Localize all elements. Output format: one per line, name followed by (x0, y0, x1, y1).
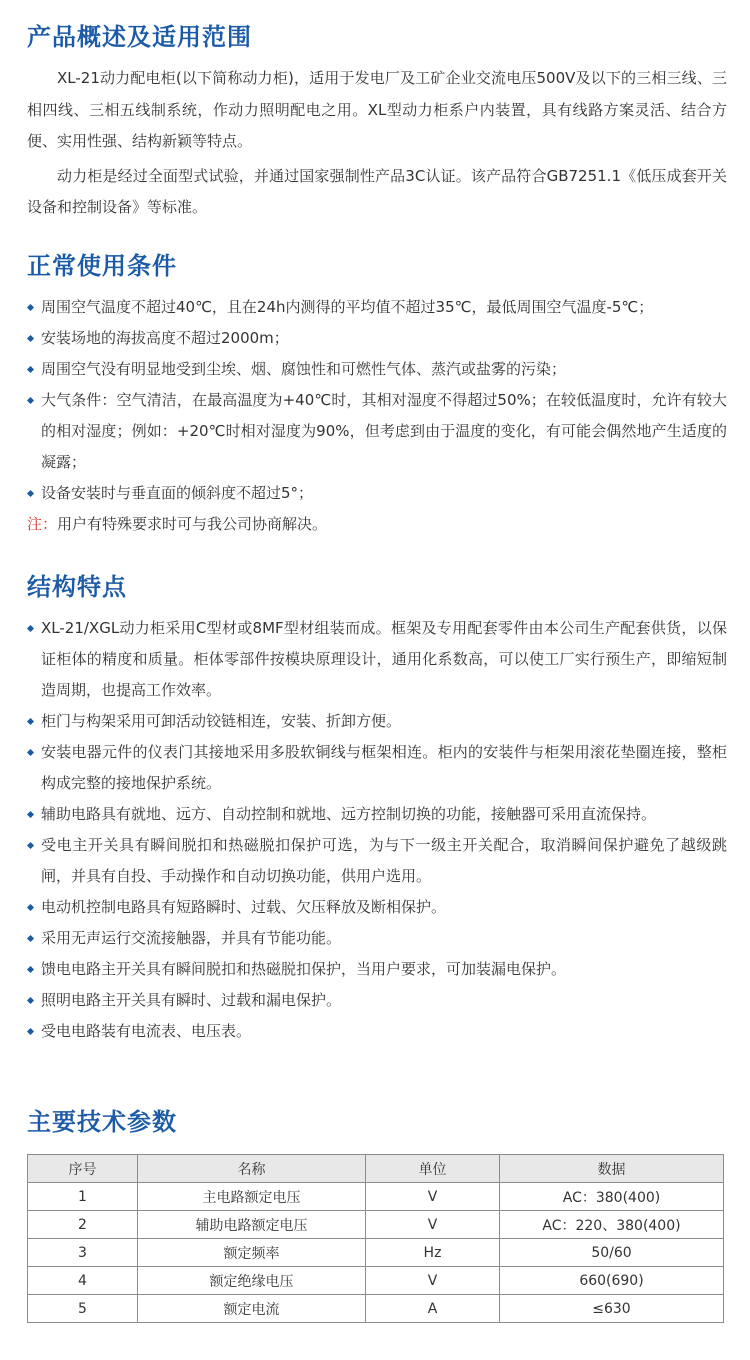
overview-section (27, 22, 727, 224)
table-row (28, 1267, 724, 1295)
list-item (27, 892, 727, 923)
bullet-diamond-icon (27, 625, 34, 632)
cell-unit: V (366, 1267, 500, 1295)
structure-text: 电动机控制电路具有短路瞬时、过载、欠压释放及断相保护。 (41, 898, 447, 916)
params-table (27, 1154, 724, 1323)
overview-paragraph-2: 动力柜是经过全面型式试验，并通过国家强制性产品3C认证。该产品符合GB7251.1《低压成套开关设备和控制设备》等标准。 (27, 166, 727, 216)
table-row (28, 1211, 724, 1239)
conditions-list (27, 292, 727, 509)
list-item (27, 613, 727, 706)
structure-text: 采用无声运行交流接触器，并具有节能功能。 (41, 929, 342, 947)
structure-section (27, 572, 727, 1047)
bullet-diamond-icon (27, 935, 34, 942)
table-row (28, 1183, 724, 1211)
cell-unit: V (366, 1211, 500, 1239)
condition-text: 设备安装时与垂直面的倾斜度不超过5°； (41, 484, 314, 502)
cell-value: ≤630 (500, 1295, 724, 1323)
conditions-note (27, 509, 727, 540)
params-section (27, 1107, 727, 1137)
bullet-diamond-icon (27, 997, 34, 1004)
structure-text: 辅助电路具有就地、远方、自动控制和就地、远方控制切换的功能，接触器可采用直流保持。 (41, 805, 657, 823)
structure-text: 受电电路装有电流表、电压表。 (41, 1022, 252, 1040)
cell-unit: V (366, 1183, 500, 1211)
overview-title: 产品概述及适用范围 (27, 23, 252, 51)
cell-name: 主电路额定电压 (138, 1183, 366, 1211)
condition-text: 周围空气没有明显地受到尘埃、烟、腐蚀性和可燃性气体、蒸汽或盐雾的污染； (41, 360, 567, 378)
table-row (28, 1239, 724, 1267)
cell-unit: Hz (366, 1239, 500, 1267)
table-header-row (28, 1155, 724, 1183)
bullet-diamond-icon (27, 749, 34, 756)
structure-text: 受电主开关具有瞬间脱扣和热磁脱扣保护可选，为与下一级主开关配合，取消瞬间保护避免了越级跳闸，并具有自投、手动操作和自动切换功能，供用户选用。 (41, 836, 727, 885)
structure-list (27, 613, 727, 1047)
bullet-diamond-icon (27, 490, 34, 497)
bullet-diamond-icon (27, 1028, 34, 1035)
bullet-diamond-icon (27, 966, 34, 973)
list-item (27, 1016, 727, 1047)
list-item (27, 354, 727, 385)
bullet-diamond-icon (27, 335, 34, 342)
structure-text: 安装电器元件的仪表门其接地采用多股软铜线与框架相连。柜内的安装件与柜架用滚花垫圈连接，整柜构成完整的接地保护系统。 (41, 743, 727, 792)
list-item (27, 985, 727, 1016)
note-label: 注： (27, 515, 58, 533)
cell-index: 3 (28, 1239, 138, 1267)
overview-paragraph-1: XL-21动力配电柜(以下简称动力柜)，适用于发电厂及工矿企业交流电压500V及以下的三相三线、三相四线、三相五线制系统，作动力照明配电之用。XL型动力柜系户内装置，具有线路方案灵活、结合方便、实用性强、结构新颖等特点。 (27, 69, 727, 150)
note-text: 用户有特殊要求时可与我公司协商解决。 (57, 515, 328, 533)
cell-name: 额定电流 (138, 1295, 366, 1323)
conditions-section (27, 251, 727, 540)
cell-unit: A (366, 1295, 500, 1323)
list-item (27, 954, 727, 985)
bullet-diamond-icon (27, 366, 34, 373)
params-title: 主要技术参数 (27, 1108, 177, 1136)
conditions-title: 正常使用条件 (27, 252, 177, 280)
structure-text: 照明电路主开关具有瞬时、过载和漏电保护。 (41, 991, 342, 1009)
header-unit: 单位 (366, 1155, 500, 1183)
cell-name: 额定绝缘电压 (138, 1267, 366, 1295)
cell-value: AC：380(400) (500, 1183, 724, 1211)
header-index: 序号 (28, 1155, 138, 1183)
cell-index: 2 (28, 1211, 138, 1239)
cell-index: 5 (28, 1295, 138, 1323)
list-item (27, 923, 727, 954)
list-item (27, 799, 727, 830)
list-item (27, 385, 727, 478)
condition-text: 周围空气温度不超过40℃，且在24h内测得的平均值不超过35℃，最低周围空气温度-5℃； (41, 298, 654, 316)
bullet-diamond-icon (27, 397, 34, 404)
header-name: 名称 (138, 1155, 366, 1183)
bullet-diamond-icon (27, 811, 34, 818)
bullet-diamond-icon (27, 304, 34, 311)
cell-value: 50/60 (500, 1239, 724, 1267)
structure-text: 馈电电路主开关具有瞬间脱扣和热磁脱扣保护，当用户要求，可加装漏电保护。 (41, 960, 567, 978)
condition-text: 大气条件：空气清洁，在最高温度为+40℃时，其相对湿度不得超过50%；在较低温度时，允许有较大的相对湿度；例如：+20℃时相对湿度为90%，但考虑到由于温度的变化，有可能会偶然地产生适度的凝露； (41, 391, 727, 471)
list-item (27, 292, 727, 323)
header-value: 数据 (500, 1155, 724, 1183)
cell-name: 辅助电路额定电压 (138, 1211, 366, 1239)
structure-title: 结构特点 (27, 573, 127, 601)
bullet-diamond-icon (27, 904, 34, 911)
cell-value: AC：220、380(400) (500, 1211, 724, 1239)
list-item (27, 706, 727, 737)
list-item (27, 737, 727, 799)
list-item (27, 478, 727, 509)
cell-name: 额定频率 (138, 1239, 366, 1267)
cell-index: 4 (28, 1267, 138, 1295)
table-row (28, 1295, 724, 1323)
condition-text: 安装场地的海拔高度不超过2000m； (41, 329, 289, 347)
cell-index: 1 (28, 1183, 138, 1211)
cell-value: 660(690) (500, 1267, 724, 1295)
structure-text: 柜门与构架采用可卸活动铰链相连，安装、折卸方便。 (41, 712, 402, 730)
bullet-diamond-icon (27, 842, 34, 849)
structure-text: XL-21/XGL动力柜采用C型材或8MF型材组装而成。框架及专用配套零件由本公司生产配套供货，以保证柜体的精度和质量。柜体零部件按模块原理设计，通用化系数高，可以使工厂实行预生产，即缩短制造周期，也提高工作效率。 (41, 619, 727, 699)
list-item (27, 830, 727, 892)
list-item (27, 323, 727, 354)
bullet-diamond-icon (27, 718, 34, 725)
